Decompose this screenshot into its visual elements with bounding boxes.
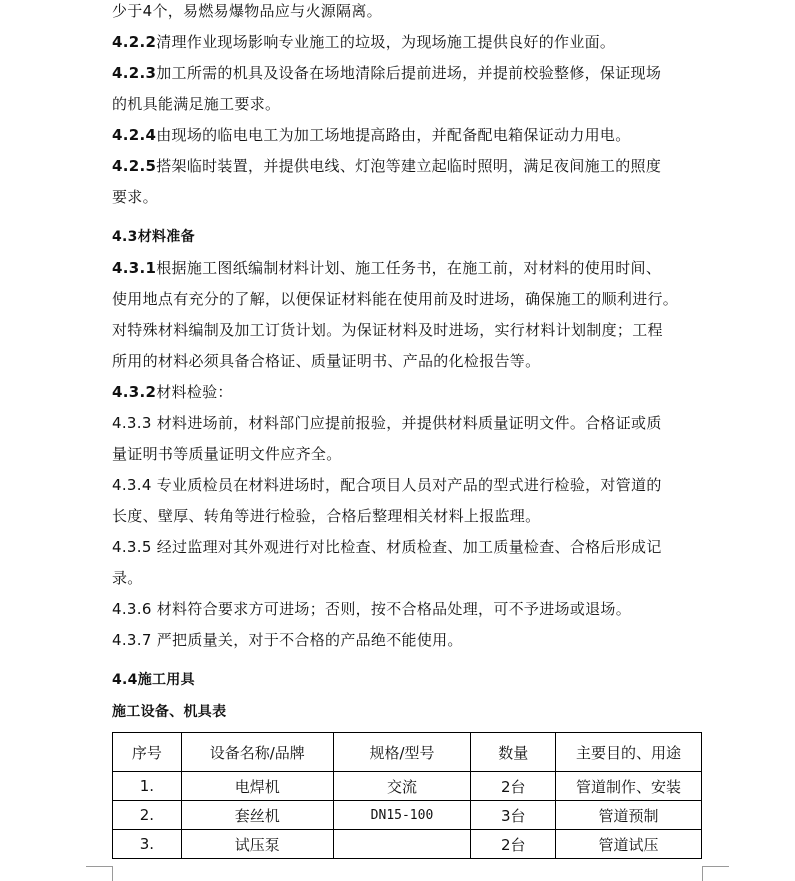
cell-spec-model <box>333 830 471 859</box>
line-text: 4.3.6 材料符合要求方可进场；否则，按不合格品处理，可不予进场或退场。 <box>112 600 632 618</box>
text-line <box>112 1 382 21</box>
clause-number: 4.2.2 <box>112 33 157 51</box>
text-line <box>112 599 631 619</box>
cell-purpose: 管道试压 <box>556 830 702 859</box>
cell-equipment-name: 试压泵 <box>181 830 333 859</box>
text-line <box>112 630 463 650</box>
header-quantity: 数量 <box>471 733 556 772</box>
cell-purpose: 管道预制 <box>556 801 702 830</box>
text-line <box>112 444 342 464</box>
line-text: 的机具能满足施工要求。 <box>112 95 281 113</box>
text-line <box>112 258 661 278</box>
text-line <box>112 187 158 207</box>
line-text: 搭架临时装置，并提供电线、灯泡等建立起临时照明，满足夜间施工的照度 <box>156 157 662 175</box>
cell-equipment-name: 电焊机 <box>181 772 333 801</box>
section-heading <box>112 670 195 690</box>
text-line <box>112 351 540 371</box>
text-line <box>112 156 661 176</box>
line-text: 长度、壁厚、转角等进行检验，合格后整理相关材料上报监理。 <box>112 507 541 525</box>
cell-purpose: 管道制作、安装 <box>556 772 702 801</box>
text-line <box>112 289 678 309</box>
table-row <box>113 772 702 801</box>
text-line <box>112 506 540 526</box>
text-line <box>112 413 662 433</box>
text-line <box>112 32 615 52</box>
line-text: 4.3.7 严把质量关，对于不合格的产品绝不能使用。 <box>112 631 463 649</box>
text-line <box>112 537 662 557</box>
header-index: 序号 <box>113 733 182 772</box>
cell-index: 1. <box>113 772 182 801</box>
clause-number: 4.3.1 <box>112 259 157 277</box>
cell-quantity: 3台 <box>471 801 556 830</box>
clause-number: 4.2.5 <box>112 157 157 175</box>
line-text: 使用地点有充分的了解，以便保证材料能在使用前及时进场，确保施工的顺利进行。 <box>112 290 679 308</box>
cell-quantity: 2台 <box>471 772 556 801</box>
text-line <box>112 63 661 83</box>
line-text: 少于4个，易燃易爆物品应与火源隔离。 <box>112 2 382 20</box>
text-line <box>112 320 663 340</box>
caption-text: 施工设备、机具表 <box>112 704 227 720</box>
section-heading <box>112 227 195 247</box>
line-text: 要求。 <box>112 188 158 206</box>
cell-spec-model: 交流 <box>333 772 471 801</box>
line-text: 量证明书等质量证明文件应齐全。 <box>112 445 342 463</box>
page-corner-mark-right <box>702 866 729 881</box>
header-equipment-name: 设备名称/品牌 <box>181 733 333 772</box>
text-line <box>112 94 280 114</box>
cell-equipment-name: 套丝机 <box>181 801 333 830</box>
text-line <box>112 475 662 495</box>
header-spec-model: 规格/型号 <box>333 733 471 772</box>
text-line <box>112 568 143 588</box>
line-text: 加工所需的机具及设备在场地清除后提前进场，并提前校验整修，保证现场 <box>156 64 662 82</box>
equipment-table <box>112 732 702 859</box>
cell-index: 2. <box>113 801 182 830</box>
heading-text: 4.3材料准备 <box>112 229 195 245</box>
header-purpose: 主要目的、用途 <box>556 733 702 772</box>
page-corner-mark-left <box>86 866 113 881</box>
table-row <box>113 801 702 830</box>
line-text: 录。 <box>112 569 143 587</box>
line-text: 4.3.3 材料进场前，材料部门应提前报验，并提供材料质量证明文件。合格证或质 <box>112 414 662 432</box>
line-text: 由现场的临电电工为加工场地提高路由，并配备配电箱保证动力用电。 <box>156 126 631 144</box>
line-text: 根据施工图纸编制材料计划、施工任务书，在施工前，对材料的使用时间、 <box>156 259 662 277</box>
table-row <box>113 830 702 859</box>
line-text: 4.3.5 经过监理对其外观进行对比检查、材质检查、加工质量检查、合格后形成记 <box>112 538 662 556</box>
clause-number: 4.3.2 <box>112 383 157 401</box>
line-text: 清理作业现场影响专业施工的垃圾，为现场施工提供良好的作业面。 <box>156 33 616 51</box>
heading-text: 4.4施工用具 <box>112 672 195 688</box>
table-caption <box>112 702 226 722</box>
cell-quantity: 2台 <box>471 830 556 859</box>
line-text: 材料检验： <box>156 383 233 401</box>
cell-index: 3. <box>113 830 182 859</box>
clause-number: 4.2.3 <box>112 64 157 82</box>
table-header-row <box>113 733 702 772</box>
line-text: 所用的材料必须具备合格证、质量证明书、产品的化检报告等。 <box>112 352 541 370</box>
line-text: 4.3.4 专业质检员在材料进场时，配合项目人员对产品的型式进行检验，对管道的 <box>112 476 662 494</box>
text-line <box>112 382 233 402</box>
clause-number: 4.2.4 <box>112 126 157 144</box>
cell-spec-model: DN15-100 <box>333 801 471 830</box>
line-text: 对特殊材料编制及加工订货计划。为保证材料及时进场，实行材料计划制度；工程 <box>112 321 663 339</box>
text-line <box>112 125 631 145</box>
